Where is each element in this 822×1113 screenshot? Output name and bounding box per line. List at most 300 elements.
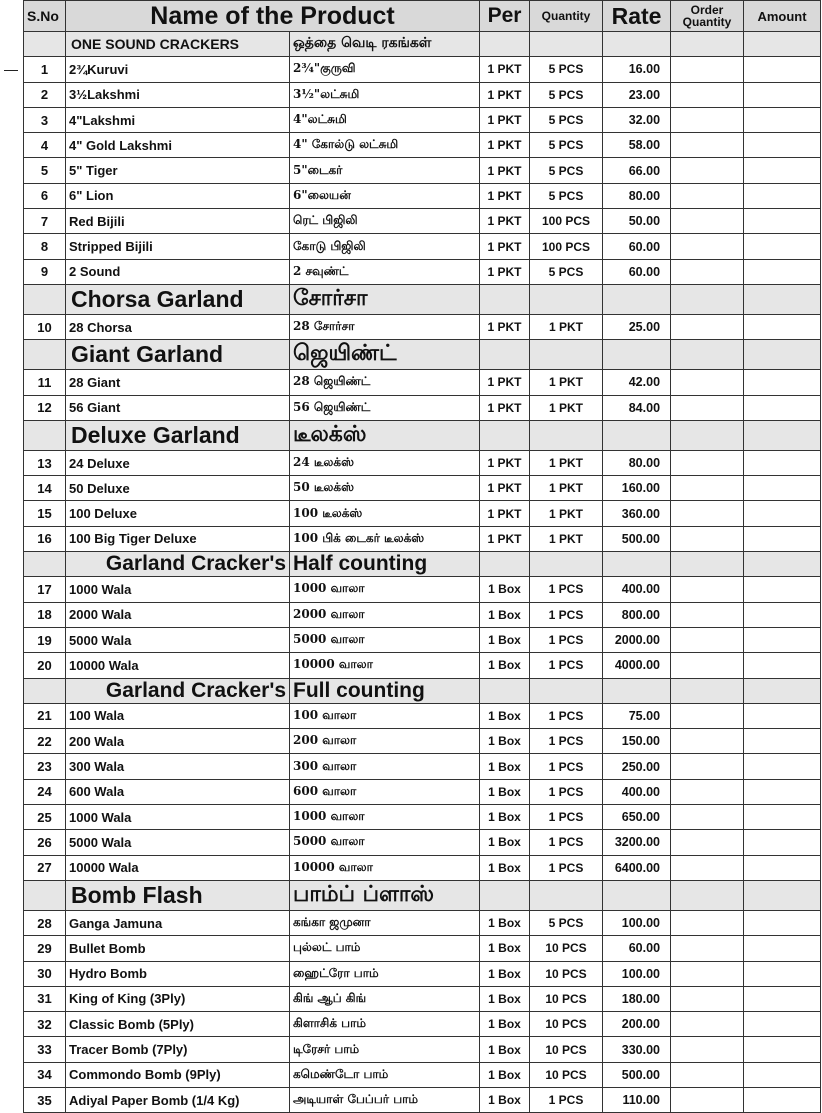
product-name-tamil: 2¾"குருவி (290, 57, 480, 82)
product-quantity: 5 PCS (530, 158, 603, 183)
section-amount-empty (744, 552, 821, 577)
product-row (24, 450, 821, 475)
price-list-sheet (23, 0, 821, 1113)
product-rate: 150.00 (603, 729, 671, 754)
amount-cell (744, 450, 821, 475)
product-per: 1 PKT (480, 209, 530, 234)
section-header-row (24, 420, 821, 450)
product-row (24, 526, 821, 551)
product-name-tamil: 10000 வாலா (290, 653, 480, 678)
order-quantity-cell[interactable] (671, 729, 744, 754)
product-name-english: 2000 Wala (66, 602, 290, 627)
product-row (24, 830, 821, 855)
amount-cell (744, 82, 821, 107)
product-quantity: 1 PCS (530, 602, 603, 627)
product-row (24, 936, 821, 961)
product-quantity: 5 PCS (530, 82, 603, 107)
order-quantity-cell[interactable] (671, 754, 744, 779)
product-rate: 60.00 (603, 936, 671, 961)
product-quantity: 1 PCS (530, 703, 603, 728)
order-quantity-cell[interactable] (671, 259, 744, 284)
product-name-tamil: கோடு பிஜிலி (290, 234, 480, 259)
order-quantity-cell[interactable] (671, 653, 744, 678)
product-quantity: 1 PKT (530, 476, 603, 501)
product-name-english: 28 Giant (66, 370, 290, 395)
product-sno: 5 (24, 158, 66, 183)
product-per: 1 Box (480, 653, 530, 678)
product-per: 1 PKT (480, 234, 530, 259)
product-rate: 360.00 (603, 501, 671, 526)
section-title-english: Deluxe Garland (66, 420, 290, 450)
product-name-tamil: அடியாள் பேப்பர் பாம் (290, 1087, 480, 1112)
amount-cell (744, 259, 821, 284)
order-quantity-cell[interactable] (671, 805, 744, 830)
product-sno: 34 (24, 1062, 66, 1087)
product-per: 1 PKT (480, 158, 530, 183)
product-name-tamil: 600 வாலா (290, 779, 480, 804)
product-rate: 400.00 (603, 577, 671, 602)
product-quantity: 5 PCS (530, 107, 603, 132)
product-name-english: Commondo Bomb (9Ply) (66, 1062, 290, 1087)
product-name-english: 100 Big Tiger Deluxe (66, 526, 290, 551)
product-row (24, 986, 821, 1011)
product-per: 1 PKT (480, 476, 530, 501)
product-name-english: Tracer Bomb (7Ply) (66, 1037, 290, 1062)
product-rate: 160.00 (603, 476, 671, 501)
product-sno: 14 (24, 476, 66, 501)
product-sno: 2 (24, 82, 66, 107)
amount-cell (744, 526, 821, 551)
product-per: 1 PKT (480, 57, 530, 82)
product-sno: 24 (24, 779, 66, 804)
product-rate: 800.00 (603, 602, 671, 627)
product-sno: 29 (24, 936, 66, 961)
product-row (24, 501, 821, 526)
order-quantity-cell[interactable] (671, 577, 744, 602)
product-rate: 500.00 (603, 1062, 671, 1087)
product-per: 1 Box (480, 936, 530, 961)
product-name-tamil: 28 ஜெயிண்ட் (290, 370, 480, 395)
product-per: 1 Box (480, 729, 530, 754)
product-name-tamil: 100 டீலக்ஸ் (290, 501, 480, 526)
product-name-english: 10000 Wala (66, 653, 290, 678)
section-order-empty (671, 552, 744, 577)
section-header-row (24, 32, 821, 57)
amount-cell (744, 501, 821, 526)
product-name-tamil: புல்லட் பாம் (290, 936, 480, 961)
order-quantity-cell[interactable] (671, 910, 744, 935)
section-per-empty (480, 880, 530, 910)
product-row (24, 805, 821, 830)
product-rate: 66.00 (603, 158, 671, 183)
product-rate: 200.00 (603, 1012, 671, 1037)
product-quantity: 5 PCS (530, 910, 603, 935)
product-name-tamil: 2 சவுண்ட் (290, 259, 480, 284)
product-name-tamil: கமெண்டோ பாம் (290, 1062, 480, 1087)
amount-cell (744, 779, 821, 804)
order-quantity-cell[interactable] (671, 57, 744, 82)
amount-cell (744, 703, 821, 728)
section-sno-empty (24, 284, 66, 314)
product-name-english: 100 Deluxe (66, 501, 290, 526)
order-quantity-cell[interactable] (671, 395, 744, 420)
product-per: 1 PKT (480, 395, 530, 420)
product-row (24, 158, 821, 183)
product-per: 1 PKT (480, 82, 530, 107)
section-amount-empty (744, 678, 821, 703)
product-rate: 250.00 (603, 754, 671, 779)
product-name-tamil: 28 சோர்சா (290, 314, 480, 339)
product-per: 1 Box (480, 910, 530, 935)
section-sno-empty (24, 420, 66, 450)
amount-cell (744, 577, 821, 602)
section-amount-empty (744, 420, 821, 450)
product-rate: 2000.00 (603, 627, 671, 652)
order-quantity-cell[interactable] (671, 158, 744, 183)
product-name-tamil: ரெட் பிஜிலி (290, 209, 480, 234)
product-quantity: 1 PCS (530, 830, 603, 855)
product-per: 1 PKT (480, 133, 530, 158)
product-name-tamil: 100 வாலா (290, 703, 480, 728)
product-quantity: 5 PCS (530, 57, 603, 82)
product-name-english: Red Bijili (66, 209, 290, 234)
product-sno: 22 (24, 729, 66, 754)
product-row (24, 82, 821, 107)
product-per: 1 Box (480, 577, 530, 602)
product-name-english: 56 Giant (66, 395, 290, 420)
product-sno: 26 (24, 830, 66, 855)
product-name-english: Classic Bomb (5Ply) (66, 1012, 290, 1037)
product-row (24, 1062, 821, 1087)
order-quantity-cell[interactable] (671, 830, 744, 855)
product-rate: 23.00 (603, 82, 671, 107)
header-sno: S.No (24, 1, 66, 32)
product-name-tamil: 2000 வாலா (290, 602, 480, 627)
product-name-english: 200 Wala (66, 729, 290, 754)
order-quantity-cell[interactable] (671, 234, 744, 259)
order-quantity-cell[interactable] (671, 450, 744, 475)
product-name-tamil: 1000 வாலா (290, 805, 480, 830)
product-name-english: 3½Lakshmi (66, 82, 290, 107)
section-title-english: Giant Garland (66, 340, 290, 370)
product-quantity: 100 PCS (530, 209, 603, 234)
product-row (24, 653, 821, 678)
order-quantity-cell[interactable] (671, 627, 744, 652)
section-rate-empty (603, 678, 671, 703)
amount-cell (744, 209, 821, 234)
header-quantity: Quantity (530, 1, 603, 32)
product-sno: 12 (24, 395, 66, 420)
product-sno: 33 (24, 1037, 66, 1062)
product-quantity: 1 PKT (530, 450, 603, 475)
order-quantity-cell[interactable] (671, 107, 744, 132)
amount-cell (744, 855, 821, 880)
order-quantity-cell[interactable] (671, 1012, 744, 1037)
product-name-english: 10000 Wala (66, 855, 290, 880)
product-per: 1 Box (480, 1062, 530, 1087)
product-quantity: 5 PCS (530, 259, 603, 284)
product-name-english: 1000 Wala (66, 577, 290, 602)
product-name-english: Stripped Bijili (66, 234, 290, 259)
product-name-english: 600 Wala (66, 779, 290, 804)
product-per: 1 PKT (480, 501, 530, 526)
section-quantity-empty (530, 552, 603, 577)
product-name-tamil: 50 டீலக்ஸ் (290, 476, 480, 501)
order-quantity-cell[interactable] (671, 476, 744, 501)
product-row (24, 133, 821, 158)
amount-cell (744, 986, 821, 1011)
order-quantity-cell[interactable] (671, 501, 744, 526)
order-quantity-cell[interactable] (671, 961, 744, 986)
amount-cell (744, 234, 821, 259)
product-row (24, 754, 821, 779)
product-rate: 3200.00 (603, 830, 671, 855)
product-sno: 23 (24, 754, 66, 779)
product-per: 1 Box (480, 1037, 530, 1062)
section-quantity-empty (530, 284, 603, 314)
amount-cell (744, 961, 821, 986)
product-sno: 13 (24, 450, 66, 475)
product-name-english: Ganga Jamuna (66, 910, 290, 935)
amount-cell (744, 476, 821, 501)
header-per: Per (480, 1, 530, 32)
product-per: 1 Box (480, 602, 530, 627)
product-rate: 500.00 (603, 526, 671, 551)
section-header-row (24, 552, 821, 577)
product-sno: 25 (24, 805, 66, 830)
product-sno: 15 (24, 501, 66, 526)
product-sno: 28 (24, 910, 66, 935)
product-name-english: 28 Chorsa (66, 314, 290, 339)
product-per: 1 PKT (480, 183, 530, 208)
section-sno-empty (24, 678, 66, 703)
product-sno: 11 (24, 370, 66, 395)
section-title-english: ONE SOUND CRACKERS (66, 32, 290, 57)
section-quantity-empty (530, 32, 603, 57)
product-name-english: 5000 Wala (66, 627, 290, 652)
product-name-english: 4" Gold Lakshmi (66, 133, 290, 158)
section-per-empty (480, 552, 530, 577)
header-rate: Rate (603, 1, 671, 32)
section-order-empty (671, 420, 744, 450)
product-rate: 400.00 (603, 779, 671, 804)
product-name-tamil: 5000 வாலா (290, 830, 480, 855)
product-rate: 16.00 (603, 57, 671, 82)
product-rate: 32.00 (603, 107, 671, 132)
product-sno: 9 (24, 259, 66, 284)
section-order-empty (671, 340, 744, 370)
order-quantity-cell[interactable] (671, 82, 744, 107)
order-quantity-cell[interactable] (671, 1087, 744, 1112)
section-sno-empty (24, 880, 66, 910)
amount-cell (744, 627, 821, 652)
product-name-english: 100 Wala (66, 703, 290, 728)
product-quantity: 10 PCS (530, 936, 603, 961)
product-sno: 6 (24, 183, 66, 208)
amount-cell (744, 1062, 821, 1087)
order-quantity-cell[interactable] (671, 314, 744, 339)
product-sno: 10 (24, 314, 66, 339)
amount-cell (744, 1087, 821, 1112)
product-row (24, 627, 821, 652)
order-quantity-cell[interactable] (671, 779, 744, 804)
product-quantity: 1 PCS (530, 754, 603, 779)
section-header-row (24, 678, 821, 703)
section-quantity-empty (530, 880, 603, 910)
product-name-english: 300 Wala (66, 754, 290, 779)
section-title-tamil: ஜெயிண்ட் (290, 340, 480, 370)
product-name-tamil: 6"லையன் (290, 183, 480, 208)
header-product-name: Name of the Product (66, 1, 480, 32)
product-name-english: 5000 Wala (66, 830, 290, 855)
section-title-english: Garland Cracker's (66, 678, 290, 703)
product-quantity: 1 PCS (530, 627, 603, 652)
product-rate: 80.00 (603, 450, 671, 475)
product-per: 1 PKT (480, 526, 530, 551)
section-rate-empty (603, 32, 671, 57)
product-row (24, 961, 821, 986)
product-quantity: 1 PKT (530, 314, 603, 339)
order-quantity-cell[interactable] (671, 133, 744, 158)
amount-cell (744, 910, 821, 935)
margin-mark (4, 70, 18, 71)
product-row (24, 1037, 821, 1062)
section-title-tamil: Half counting (290, 552, 480, 577)
product-row (24, 183, 821, 208)
section-rate-empty (603, 284, 671, 314)
order-quantity-cell[interactable] (671, 986, 744, 1011)
product-quantity: 10 PCS (530, 986, 603, 1011)
section-order-empty (671, 284, 744, 314)
amount-cell (744, 1012, 821, 1037)
product-quantity: 1 PKT (530, 526, 603, 551)
amount-cell (744, 107, 821, 132)
product-quantity: 1 PKT (530, 501, 603, 526)
product-name-tamil: கிங் ஆப் கிங் (290, 986, 480, 1011)
amount-cell (744, 133, 821, 158)
product-name-english: 1000 Wala (66, 805, 290, 830)
product-row (24, 703, 821, 728)
product-row (24, 855, 821, 880)
product-per: 1 Box (480, 627, 530, 652)
product-name-english: 2 Sound (66, 259, 290, 284)
product-per: 1 Box (480, 779, 530, 804)
product-name-tamil: ஹைட்ரோ பாம் (290, 961, 480, 986)
amount-cell (744, 183, 821, 208)
product-sno: 1 (24, 57, 66, 82)
product-row (24, 779, 821, 804)
amount-cell (744, 395, 821, 420)
product-row (24, 729, 821, 754)
product-per: 1 Box (480, 1087, 530, 1112)
section-per-empty (480, 340, 530, 370)
product-sno: 19 (24, 627, 66, 652)
product-rate: 650.00 (603, 805, 671, 830)
section-rate-empty (603, 340, 671, 370)
product-quantity: 5 PCS (530, 133, 603, 158)
order-quantity-cell[interactable] (671, 209, 744, 234)
product-sno: 18 (24, 602, 66, 627)
product-name-english: 5" Tiger (66, 158, 290, 183)
section-sno-empty (24, 340, 66, 370)
product-name-tamil: 3½"லட்சுமி (290, 82, 480, 107)
product-row (24, 577, 821, 602)
product-per: 1 Box (480, 855, 530, 880)
section-amount-empty (744, 880, 821, 910)
section-title-tamil: பாம்ப் ப்ளாஸ் (290, 880, 480, 910)
product-name-tamil: 300 வாலா (290, 754, 480, 779)
order-quantity-cell[interactable] (671, 1037, 744, 1062)
section-title-english: Chorsa Garland (66, 284, 290, 314)
order-quantity-cell[interactable] (671, 855, 744, 880)
order-quantity-cell[interactable] (671, 936, 744, 961)
section-rate-empty (603, 552, 671, 577)
amount-cell (744, 805, 821, 830)
product-name-tamil: 24 டீலக்ஸ் (290, 450, 480, 475)
product-name-english: 6" Lion (66, 183, 290, 208)
header-row (24, 1, 821, 32)
product-name-tamil: கிளாசிக் பாம் (290, 1012, 480, 1037)
product-sno: 27 (24, 855, 66, 880)
product-rate: 100.00 (603, 961, 671, 986)
order-quantity-cell[interactable] (671, 370, 744, 395)
product-per: 1 Box (480, 961, 530, 986)
order-quantity-cell[interactable] (671, 703, 744, 728)
amount-cell (744, 1037, 821, 1062)
product-row (24, 259, 821, 284)
product-sno: 31 (24, 986, 66, 1011)
section-per-empty (480, 32, 530, 57)
product-per: 1 Box (480, 986, 530, 1011)
product-row (24, 1012, 821, 1037)
order-quantity-cell[interactable] (671, 1062, 744, 1087)
order-quantity-cell[interactable] (671, 183, 744, 208)
product-sno: 16 (24, 526, 66, 551)
amount-cell (744, 936, 821, 961)
product-sno: 3 (24, 107, 66, 132)
product-sno: 20 (24, 653, 66, 678)
section-title-tamil: ஒத்தை வெடி ரகங்கள் (290, 32, 480, 57)
product-per: 1 PKT (480, 370, 530, 395)
product-per: 1 PKT (480, 107, 530, 132)
product-name-tamil: 10000 வாலா (290, 855, 480, 880)
section-rate-empty (603, 420, 671, 450)
section-per-empty (480, 420, 530, 450)
product-sno: 8 (24, 234, 66, 259)
product-sno: 32 (24, 1012, 66, 1037)
price-list-body (24, 32, 821, 1113)
section-per-empty (480, 284, 530, 314)
amount-cell (744, 314, 821, 339)
product-sno: 17 (24, 577, 66, 602)
product-quantity: 10 PCS (530, 1062, 603, 1087)
section-amount-empty (744, 32, 821, 57)
product-name-english: Adiyal Paper Bomb (1/4 Kg) (66, 1087, 290, 1112)
product-name-tamil: கங்கா ஜமுனா (290, 910, 480, 935)
order-quantity-cell[interactable] (671, 526, 744, 551)
product-rate: 60.00 (603, 259, 671, 284)
product-per: 1 Box (480, 1012, 530, 1037)
product-quantity: 1 PKT (530, 370, 603, 395)
section-title-tamil: டீலக்ஸ் (290, 420, 480, 450)
product-quantity: 1 PCS (530, 729, 603, 754)
product-rate: 75.00 (603, 703, 671, 728)
section-order-empty (671, 880, 744, 910)
product-rate: 80.00 (603, 183, 671, 208)
amount-cell (744, 653, 821, 678)
order-quantity-cell[interactable] (671, 602, 744, 627)
product-name-tamil: 200 வாலா (290, 729, 480, 754)
